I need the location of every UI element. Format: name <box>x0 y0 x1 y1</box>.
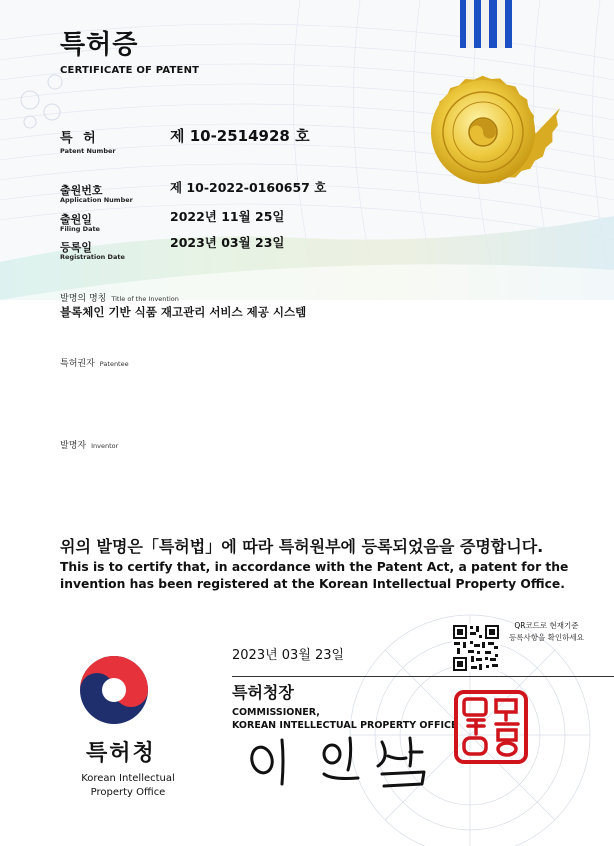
kipo-name-en-line2: Property Office <box>90 787 166 798</box>
inventor-label-en: Inventor <box>91 442 119 450</box>
registration-date-label-ko: 등록일 <box>60 241 92 254</box>
filing-date-label-ko: 출원일 <box>60 213 92 226</box>
commissioner-title-en <box>232 706 457 732</box>
qr-note-line2: 등록사항을 확인하세요 <box>509 633 584 642</box>
filing-date-label-en: Filing Date <box>60 225 100 233</box>
commissioner-title-en-line2: KOREAN INTELLECTUAL PROPERTY OFFICE <box>232 720 458 731</box>
filing-date-value: 2022년 11월 25일 <box>170 209 285 224</box>
qr-code[interactable] <box>452 624 500 672</box>
issue-date: 2023년 03월 23일 <box>232 648 345 663</box>
commissioner-title-ko: 특허청장 <box>232 683 294 702</box>
patent-number-label-en: Patent Number <box>60 147 116 155</box>
registration-date-value: 2023년 03월 23일 <box>170 235 285 250</box>
qr-note <box>509 620 584 644</box>
commissioner-signature <box>232 734 442 792</box>
patentee-label-en: Patentee <box>99 360 129 368</box>
application-number-label-ko: 출원번호 <box>60 184 103 197</box>
kipo-logo <box>78 654 150 726</box>
application-number-value: 제 10-2022-0160657 호 <box>170 180 327 195</box>
patent-number-label-ko: 특 허 <box>60 131 99 146</box>
kipo-name-ko: 특허청 <box>86 741 156 766</box>
patent-number-value: 제 10-2514928 호 <box>170 127 310 145</box>
certification-text-en-line1: This is to certify that, in accordance with the Patent Act, a patent for the <box>60 560 569 574</box>
patentee-label <box>60 356 129 369</box>
kipo-name-en <box>60 772 196 800</box>
certification-text-en <box>60 559 568 593</box>
official-seal-stamp <box>454 690 528 764</box>
certificate-title-ko: 특허증 <box>60 30 139 60</box>
patentee-label-ko: 특허권자 <box>60 359 95 369</box>
invention-title-label-en: Title of the Invention <box>111 295 179 303</box>
invention-title-label <box>60 291 179 304</box>
application-number-label-en: Application Number <box>60 196 133 204</box>
inventor-label <box>60 438 118 451</box>
qr-note-line1: QR코드로 현재기준 <box>514 621 579 630</box>
invention-title-label-ko: 발명의 명칭 <box>60 294 107 304</box>
commissioner-title-en-line1: COMMISSIONER, <box>232 707 320 718</box>
registration-date-label-en: Registration Date <box>60 253 125 261</box>
certification-text-ko: 위의 발명은「특허법」에 따라 특허원부에 등록되었음을 증명합니다. <box>60 537 544 556</box>
invention-title-value: 블록체인 기반 식품 재고관리 서비스 제공 시스템 <box>60 305 307 319</box>
kipo-name-en-line1: Korean Intellectual <box>81 773 175 784</box>
certification-text-en-line2: invention has been registered at the Korean Intellectual Property Office. <box>60 577 565 591</box>
certificate-title-en: CERTIFICATE OF PATENT <box>60 65 200 76</box>
ribbon <box>460 0 512 48</box>
inventor-label-ko: 발명자 <box>60 441 87 451</box>
signature-divider <box>232 676 614 677</box>
